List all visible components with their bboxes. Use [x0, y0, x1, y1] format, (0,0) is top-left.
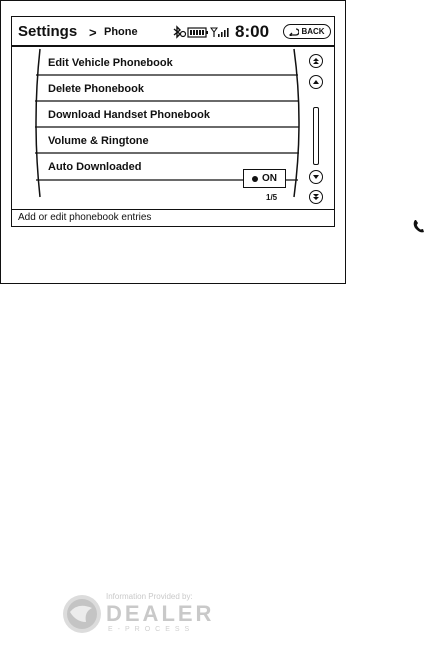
signal-icon	[211, 28, 229, 37]
menu-item-auto-downloaded[interactable]: Auto Downloaded	[48, 161, 142, 173]
toggle-indicator-dot	[252, 176, 258, 182]
double-chevron-down-icon	[312, 193, 320, 201]
toggle-label: ON	[262, 173, 277, 184]
status-icons	[172, 25, 232, 39]
scrollbar-track[interactable]	[313, 107, 319, 165]
dealer-eprocess-watermark	[60, 590, 260, 640]
display-screen	[11, 16, 335, 227]
scroll-up-button[interactable]	[309, 75, 323, 89]
screen-frame	[0, 0, 346, 284]
hint-status-bar	[12, 209, 334, 226]
back-button-label: BACK	[301, 27, 325, 36]
phone-handset-icon	[411, 218, 427, 234]
watermark-eprocess: E-PROCESS	[108, 626, 195, 633]
menu-item-download-handset-phonebook[interactable]: Download Handset Phonebook	[48, 109, 210, 121]
watermark-provided-by: Information Provided by:	[106, 592, 193, 601]
page-title: Settings	[18, 23, 78, 40]
menu-item-volume-ringtone[interactable]: Volume & Ringtone	[48, 135, 149, 147]
menu-list	[12, 47, 336, 207]
page-indicator: 1/5	[266, 193, 278, 202]
menu-item-edit-vehicle-phonebook[interactable]: Edit Vehicle Phonebook	[48, 57, 173, 69]
scroll-bottom-button[interactable]	[309, 190, 323, 204]
clock-display: 8:00	[235, 22, 270, 41]
back-button[interactable]	[283, 24, 331, 39]
back-arrow-icon	[289, 28, 299, 36]
watermark-dealer: DEALER	[106, 601, 215, 626]
breadcrumb-separator: >	[89, 25, 97, 40]
double-chevron-up-icon	[312, 57, 320, 65]
dealer-logo-icon	[60, 592, 104, 636]
header-bar	[12, 17, 334, 47]
battery-icon	[188, 28, 208, 37]
breadcrumb-phone: Phone	[104, 26, 138, 38]
scroll-top-button[interactable]	[309, 54, 323, 68]
bluetooth-icon	[174, 27, 186, 37]
menu-item-delete-phonebook[interactable]: Delete Phonebook	[48, 83, 144, 95]
auto-download-toggle[interactable]	[243, 169, 286, 188]
chevron-up-icon	[312, 78, 320, 86]
chevron-down-icon	[312, 173, 320, 181]
hint-text: Add or edit phonebook entries	[18, 212, 152, 223]
scroll-down-button[interactable]	[309, 170, 323, 184]
